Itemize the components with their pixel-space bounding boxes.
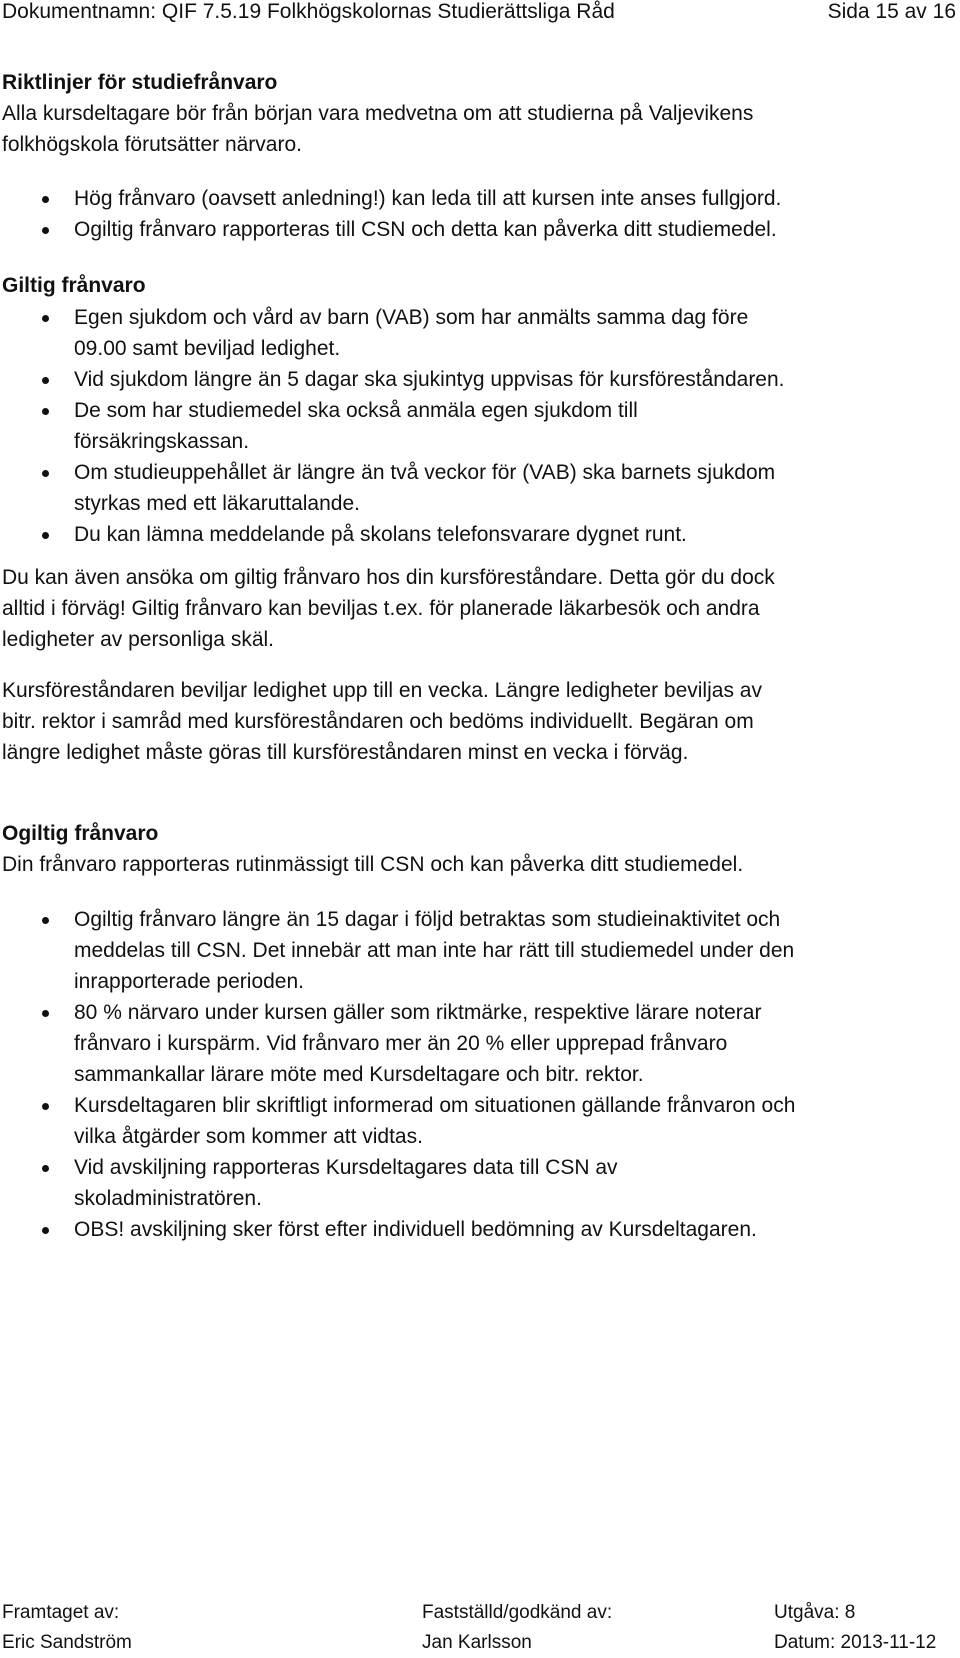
giltig-heading: Giltig frånvaro [2,274,146,297]
footer-approved [422,1598,612,1658]
list-item [2,1090,932,1152]
list-item [2,395,932,457]
list-item-text: sammankallar lärare möte med Kursdeltagare och bitr. rektor. [74,1063,644,1086]
list-item-text: 80 % närvaro under kursen gäller som riktmärke, respektive lärare noterar [74,1001,762,1024]
ogiltig-intro: Din frånvaro rapporteras rutinmässigt till CSN och kan påverka ditt studiemedel. [2,853,744,876]
list-item [2,214,932,245]
list-item-text: vilka åtgärder som kommer att vidtas. [74,1125,423,1148]
list-item-text: Ogiltig frånvaro längre än 15 dagar i följd betraktas som studieinaktivitet och [74,908,781,931]
bullet-icon [42,377,49,384]
riktlinjer-heading: Riktlinjer för studiefrånvaro [2,71,278,94]
riktlinjer-intro-line: Alla kursdeltagare bör från början vara medvetna om att studierna på Valjevikens [2,102,754,125]
footer-prepared [2,1598,132,1658]
document-name: Dokumentnamn: QIF 7.5.19 Folkhögskolornas Studierättsliga Råd [2,0,615,23]
list-item [2,302,932,364]
list-item-text: Om studieuppehållet är längre än två veckor för (VAB) ska barnets sjukdom [74,461,776,484]
bullet-icon [42,1010,49,1017]
list-item-text: OBS! avskiljning sker först efter individuell bedömning av Kursdeltagaren. [74,1218,757,1241]
list-item-text: Vid sjukdom längre än 5 dagar ska sjukintyg uppvisas för kursföreståndaren. [74,368,785,391]
ledighet-paragraph [2,675,932,768]
ogiltig-section [2,818,932,880]
bullet-icon [42,532,49,539]
bullet-icon [42,408,49,415]
list-item [2,183,932,214]
bullet-icon [42,315,49,322]
footer-edition [774,1598,936,1658]
approved-label: Fastställd/godkänd av: [422,1602,613,1623]
bullet-icon [42,470,49,477]
paragraph-line: alltid i förväg! Giltig frånvaro kan beviljas t.ex. för planerade läkarbesök och andra [2,597,760,620]
bullet-icon [42,917,49,924]
list-item [2,997,932,1090]
list-item [2,364,932,395]
list-item-text: frånvaro i kurspärm. Vid frånvaro mer än 20 % eller upprepad frånvaro [74,1032,728,1055]
list-item-text: Vid avskiljning rapporteras Kursdeltagares data till CSN av [74,1156,618,1179]
list-item [2,457,932,519]
giltig-bullets [2,302,932,550]
ogiltig-heading: Ogiltig frånvaro [2,822,159,845]
bullet-icon [42,196,49,203]
list-item-text: inrapporterade perioden. [74,970,304,993]
page-number: Sida 15 av 16 [827,0,956,23]
paragraph-line: längre ledighet måste göras till kursföreståndaren minst en vecka i förväg. [2,741,689,764]
list-item [2,1152,932,1214]
paragraph-line: Kursföreståndaren beviljar ledighet upp till en vecka. Längre ledigheter beviljas av [2,679,762,702]
list-item [2,904,932,997]
prepared-name: Eric Sandström [2,1632,132,1653]
giltig-paragraph [2,562,932,655]
list-item-text: styrkas med ett läkaruttalande. [74,492,360,515]
giltig-section [2,270,932,301]
list-item-text: meddelas till CSN. Det innebär att man inte har rätt till studiemedel under den [74,939,795,962]
list-item-text: Ogiltig frånvaro rapporteras till CSN och detta kan påverka ditt studiemedel. [74,218,777,241]
paragraph-line: ledigheter av personliga skäl. [2,628,274,651]
list-item-text: försäkringskassan. [74,430,250,453]
list-item [2,519,932,550]
list-item-text: skoladministratören. [74,1187,262,1210]
riktlinjer-intro-line: folkhögskola förutsätter närvaro. [2,133,302,156]
ogiltig-bullets [2,904,932,1245]
date-label: Datum: 2013-11-12 [774,1632,937,1653]
paragraph-line: Du kan även ansöka om giltig frånvaro hos din kursföreståndare. Detta gör du dock [2,566,775,589]
riktlinjer-section [2,67,932,160]
list-item [2,1214,932,1245]
paragraph-line: bitr. rektor i samråd med kursföreståndaren och bedöms individuellt. Begäran om [2,710,754,733]
bullet-icon [42,1103,49,1110]
list-item-text: Kursdeltagaren blir skriftligt informerad om situationen gällande frånvaron och [74,1094,796,1117]
prepared-label: Framtaget av: [2,1602,120,1623]
bullet-icon [42,1227,49,1234]
edition-label: Utgåva: 8 [774,1602,856,1623]
riktlinjer-bullets [2,183,932,245]
list-item-text: Hög frånvaro (oavsett anledning!) kan leda till att kursen inte anses fullgjord. [74,187,782,210]
list-item-text: Du kan lämna meddelande på skolans telefonsvarare dygnet runt. [74,523,687,546]
list-item-text: De som har studiemedel ska också anmäla egen sjukdom till [74,399,638,422]
approved-name: Jan Karlsson [422,1632,532,1653]
list-item-text: Egen sjukdom och vård av barn (VAB) som har anmälts samma dag före [74,306,749,329]
bullet-icon [42,227,49,234]
list-item-text: 09.00 samt beviljad ledighet. [74,337,341,360]
bullet-icon [42,1165,49,1172]
